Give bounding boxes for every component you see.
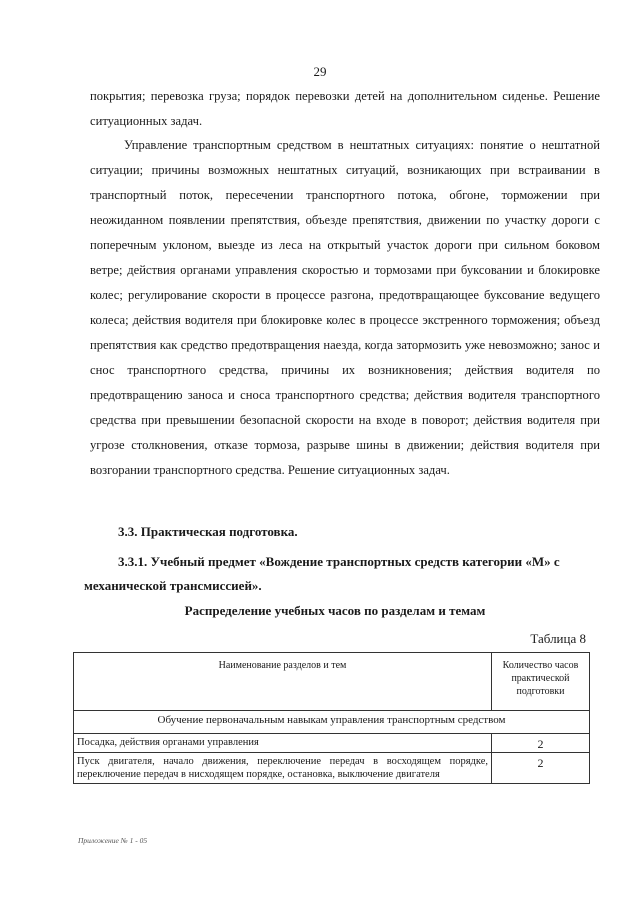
hours-distribution-table	[73, 652, 590, 784]
page-footer: Приложение № 1 - 05	[78, 836, 148, 845]
paragraph-emergency-driving: Управление транспортным средством в нештатных ситуациях: понятие о нештатной ситуации; причины возможных нештатных ситуаций, возникающих при встраивании в транспортный поток, пересечении транспортного потока, обгоне, торможении при неожиданном появлении препятствия, объезде препятствия, движении по участку дороги с поперечным уклоном, выезде из леса на открытый участок дороги при сильном боковом ветре; действия органами управления скоростью и тормозами при буксовании и блокировке колес; регулирование скорости в процессе разгона, предотвращающее буксование ведущего колеса; действия водителя при блокировке колес в процессе экстренного торможения; объезд препятствия как средство предотвращения наезда, когда затормозить уже невозможно; занос и снос транспортного средства, причины их возникновения; действия водителя по предотвращению заноса и сноса транспортного средства; действия водителя транспортного средства при превышении безопасной скорости на входе в поворот; действия водителя при угрозе столкновения, отказе тормоза, разрыве шины в движении; действия водителя при возгорании транспортного средства. Решение ситуационных задач.	[90, 138, 600, 477]
section-heading-3-3: 3.3. Практическая подготовка.	[118, 524, 298, 539]
column-header-hours: Количество часов практической подготовки	[492, 653, 590, 711]
table-section-row	[74, 711, 590, 734]
subsection-heading-3-3-1: 3.3.1. Учебный предмет «Вождение транспортных средств категории «M» с механической трансмиссией».	[84, 554, 560, 593]
table-label: Таблица 8	[530, 631, 586, 646]
table-title: Распределение учебных часов по разделам и темам	[184, 603, 486, 618]
table-header-row	[74, 653, 590, 711]
hours-cell: 2	[492, 734, 590, 753]
topic-cell: Посадка, действия органами управления	[74, 734, 492, 753]
column-header-name: Наименование разделов и тем	[74, 653, 492, 711]
table-row	[74, 753, 590, 784]
page-number: 29	[313, 64, 327, 79]
section-title-cell: Обучение первоначальным навыкам управления транспортным средством	[74, 711, 590, 734]
table-row	[74, 734, 590, 753]
topic-cell: Пуск двигателя, начало движения, переключение передач в восходящем порядке, переключение передач в нисходящем порядке, остановка, выключение двигателя	[74, 753, 492, 784]
paragraph-continuation: покрытия; перевозка груза; порядок перевозки детей на дополнительном сиденье. Решение ситуационных задач.	[90, 89, 600, 128]
hours-cell: 2	[492, 753, 590, 784]
